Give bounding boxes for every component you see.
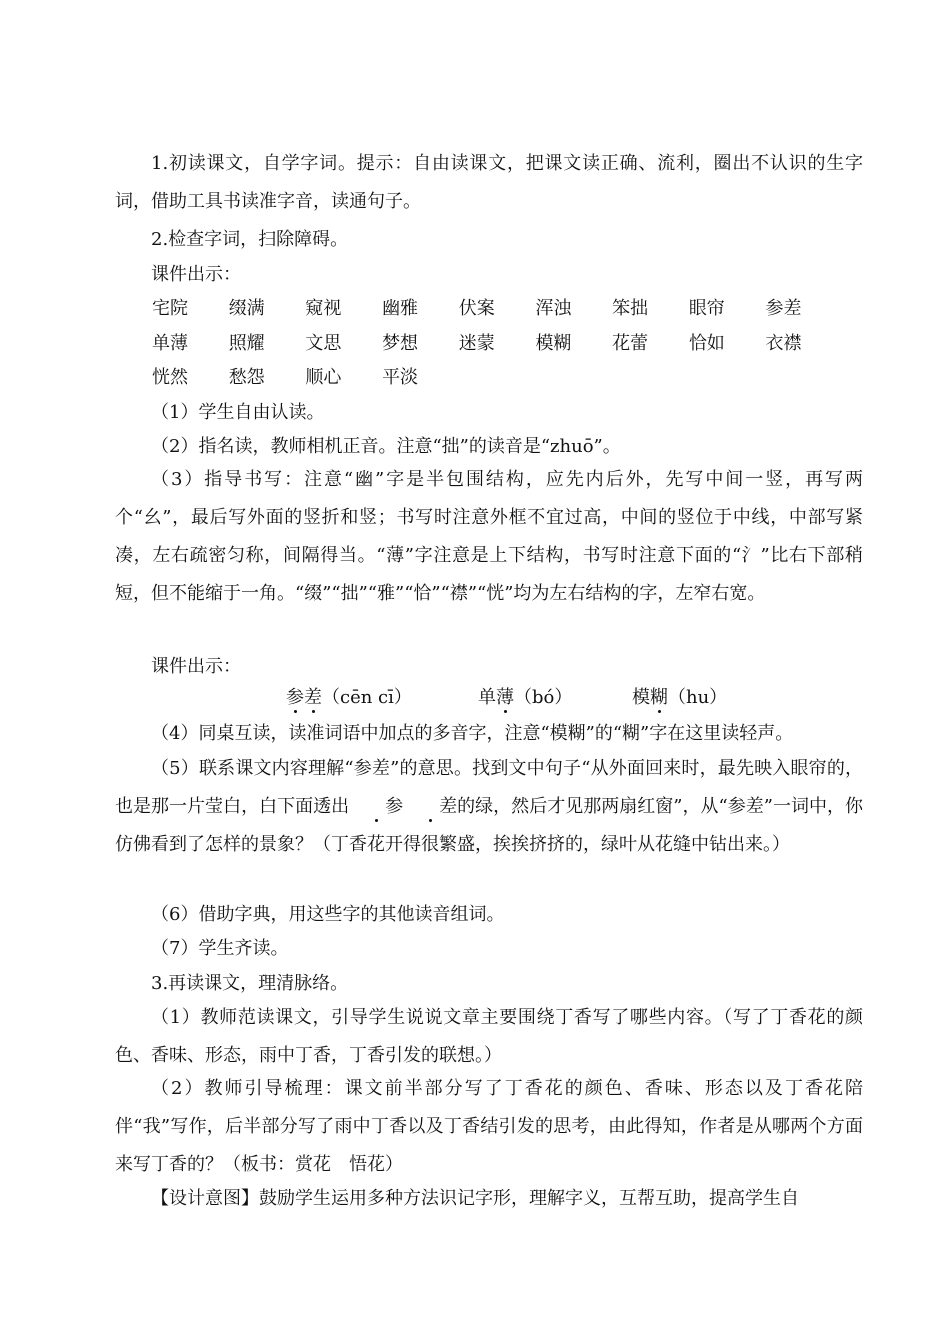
vocab-word: 照耀 [228, 332, 265, 354]
vocab-word: 愁怨 [228, 367, 265, 388]
item-5-text-b: 的绿，然后才见那两扇红窗”，从“参差”一词中，你仿佛看到了怎样的景象？（丁香花开得很繁盛，挨挨挤挤的，绿叶从花缝中钻出来。） [115, 796, 863, 855]
vocab-word: 迷蒙 [458, 332, 495, 354]
vocab-word: 笨拙 [612, 298, 649, 319]
dotted-char: 差 [304, 679, 322, 717]
item-7: （7）学生齐读。 [151, 938, 289, 959]
vocab-word: 单薄 [152, 332, 188, 354]
step-1-paragraph: 1.初读课文，自学字词。提示：自由读课文，把课文读正确、流利，圈出不认识的生字词，借助工具书读准字音，读通句子。 [115, 153, 863, 212]
vocab-word: 模糊 [535, 332, 572, 354]
vocabulary-row [152, 359, 852, 394]
vocab-word: 窥视 [305, 298, 342, 319]
vocab-word: 平淡 [382, 367, 419, 388]
step-3-item-1: （1）教师范读课文，引导学生说说文章主要围绕丁香写了哪些内容。（写了丁香花的颜色、香味、形态，雨中丁香，丁香引发的联想。） [115, 1007, 863, 1066]
plain-char: 模 [632, 687, 650, 708]
vocab-word: 眼帘 [688, 298, 725, 319]
pinyin-reading: （cēn cī） [322, 687, 412, 708]
design-intent: 【设计意图】鼓励学生运用多种方法识记字形，理解字义，互帮互助，提高学生自 [151, 1188, 799, 1209]
courseware-label: 课件出示： [151, 264, 241, 285]
vocab-word: 文思 [305, 332, 342, 354]
vocab-word: 衣襟 [765, 332, 802, 354]
vocab-word: 伏案 [458, 298, 495, 319]
step-3-item-2: （2）教师引导梳理：课文前半部分写了丁香花的颜色、香味、形态以及丁香花陪伴“我”写作，后半部分写了雨中丁香以及丁香结引发的思考，由此得知，作者是从哪两个方面来写丁香的？（板书：赏花 悟花） [115, 1078, 863, 1175]
item-5 [115, 750, 863, 864]
pinyin-entry [286, 679, 412, 717]
courseware-label-2: 课件出示： [151, 656, 241, 677]
plain-char: 单 [478, 687, 496, 708]
vocab-word: 恍然 [152, 367, 188, 388]
pinyin-reading: （bó） [514, 687, 573, 708]
vocabulary-grid [152, 290, 852, 394]
dotted-char: 参 [349, 788, 403, 826]
item-2: （2）指名读，教师相机正音。注意“拙”的读音是“zhuō”。 [151, 436, 621, 457]
step-3-heading: 3.再读课文，理清脉络。 [151, 973, 349, 994]
dotted-char: 参 [286, 679, 304, 717]
vocabulary-row [152, 325, 852, 360]
vocab-word: 顺心 [305, 367, 342, 388]
dotted-char: 差 [403, 788, 457, 826]
pinyin-entry [478, 679, 572, 717]
dotted-char: 糊 [650, 679, 668, 717]
step-2-heading: 2.检查字词，扫除障碍。 [151, 229, 349, 250]
item-3-writing-guide: （3）指导书写：注意“幽”字是半包围结构，应先内后外，先写中间一竖，再写两个“幺”，最后写外面的竖折和竖；书写时注意外框不宜过高，中间的竖位于中线，中部写紧凑，左右疏密匀称，间隔得当。“薄”字注意是上下结构，书写时注意下面的“氵”比右下部稍短，但不能缩于一角。“缀”“拙”“雅”“恰”“襟”“恍”均为左右结构的字，左窄右宽。 [115, 469, 863, 604]
vocab-word: 宅院 [152, 298, 188, 319]
pinyin-reading: （hu） [668, 687, 728, 708]
item-6: （6）借助字典，用这些字的其他读音组词。 [151, 904, 505, 925]
vocab-word: 幽雅 [382, 298, 419, 319]
dotted-char: 薄 [496, 679, 514, 717]
item-4: （4）同桌互读，读准词语中加点的多音字，注意“模糊”的“糊”字在这里读轻声。 [151, 723, 794, 744]
vocab-word: 缀满 [228, 298, 265, 319]
item-1: （1）学生自由认读。 [151, 402, 325, 423]
vocabulary-row [152, 290, 852, 325]
vocab-word: 浑浊 [535, 298, 572, 319]
vocab-word: 花蕾 [612, 332, 649, 354]
item-5-text-a: （5）联系课文内容理解“参差”的意思。找到文中句子“从外面回来时，最先映入眼帘的，也是那一片莹白，白下面透出 [115, 758, 863, 817]
vocab-word: 参差 [765, 298, 802, 319]
vocab-word: 恰如 [688, 332, 725, 354]
pinyin-entry [632, 679, 727, 717]
vocab-word: 梦想 [382, 332, 419, 354]
